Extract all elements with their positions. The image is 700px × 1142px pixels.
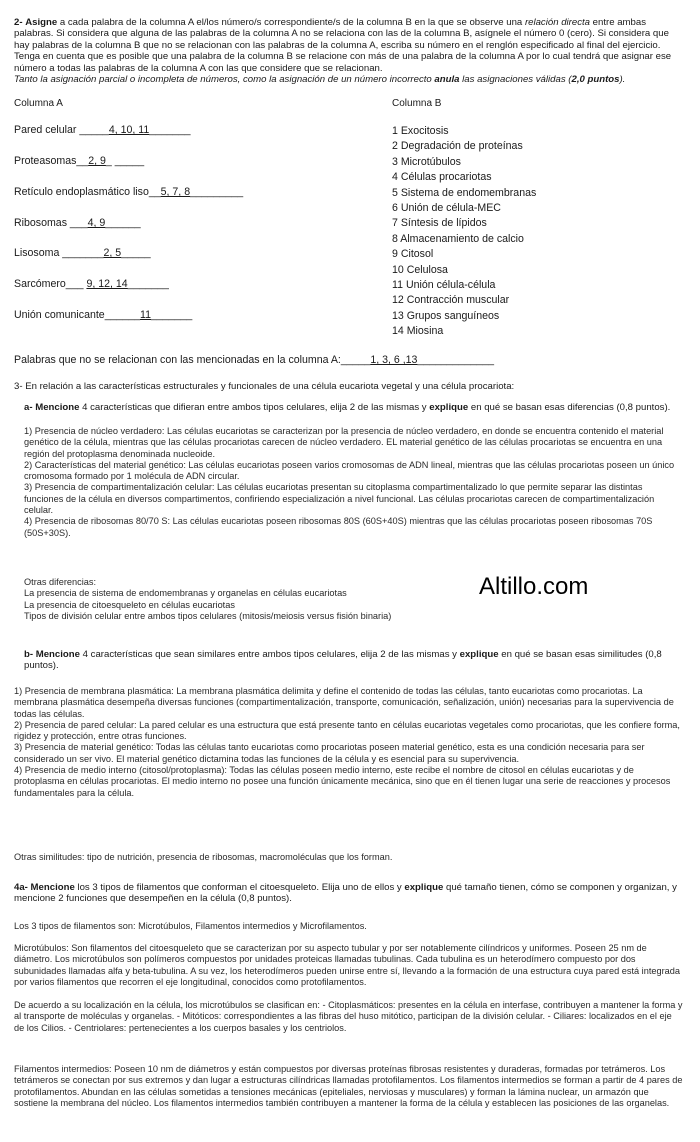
column-a-header: Columna A: [14, 98, 63, 109]
q3b-text-2: en qué se basan esas similitudes (0,8 puntos).: [24, 649, 662, 672]
column-a-tail: _______: [149, 124, 191, 136]
q2-note-3: ).: [619, 74, 626, 86]
q3b-other-similarities: Otras similitudes: tipo de nutrición, presencia de ribosomas, macromoléculas que los forman.: [14, 852, 393, 862]
q2-number: 2-: [14, 17, 23, 28]
q3a-text-1: 4 características que difieran entre ambos tipos celulares, elija 2 de las mismas y: [79, 402, 430, 413]
column-a-item: [14, 247, 344, 259]
q3a-other-item: Tipos de división celular entre ambos tipos celulares (mitosis/meiosis versus fisión binaria): [24, 610, 392, 621]
q3a-answer: 4) Presencia de ribosomas 80/70 S: Las células eucariotas poseen ribosomas 80S (60S+40S) mientras que las células procariotas poseen ribosomas 70S (50S+30S).: [24, 516, 653, 538]
q3a-answers: [24, 426, 684, 539]
column-b-item: 12 Contracción muscular: [392, 294, 510, 307]
q3a-other-item: La presencia de sistema de endomembranas y organelas en células eucariotas: [24, 588, 347, 599]
column-a-answer: 11: [140, 309, 152, 321]
column-a-answer: 4, 10, 11: [108, 124, 150, 136]
column-b-item: 10 Celulosa: [392, 263, 448, 276]
column-b-item: 9 Citosol: [392, 248, 434, 261]
column-a-item: [14, 278, 344, 290]
q4-microtubule-classification: De acuerdo a su localización en la célula, los microtúbulos se clasifican en: - Citoplasmáticos: presentes en la célula en interfase, contribuyen a mantener la forma y al transporte de moléculas y organelas. - Mitóticos: correspondientes a las fibras del huso mitótico, participan de la división celular. - Ciliares: localizados en el eje de los Cilios. - Centriolares: pertenecientes a los cuerpos basales y los centriolos.: [14, 1000, 683, 1033]
column-a-tail: ______: [105, 217, 141, 229]
column-b-list: [392, 124, 692, 340]
q3a-prompt: [24, 402, 679, 413]
column-a-label: Proteasomas__: [14, 155, 89, 167]
q3b-prompt: [24, 649, 679, 672]
q3a-answer: 3) Presencia de compartimentalización celular: Las células eucariotas presentan su citoplasma compartimentalizado lo que permite separar las distintas funciones de la célula en diversos compartimentos, confiriendo especialización a nivel funcional. Las células procariotas carecen de compartimentalización celular.: [24, 482, 655, 516]
q3b-keyword-explain: explique: [459, 649, 499, 660]
column-a-answer: 2, 9: [88, 155, 106, 167]
column-b-item: 7 Síntesis de lípidos: [392, 217, 487, 230]
column-a-label: Lisosoma _______: [14, 247, 104, 259]
q3a-other-title: Otras diferencias:: [24, 577, 96, 587]
column-b-item: 1 Exocitosis: [392, 125, 449, 137]
column-a-item: [14, 124, 344, 136]
q3a-text-2: en qué se basan esas diferencias (0,8 puntos).: [468, 402, 671, 413]
column-a-item: [14, 309, 344, 321]
q4-microtubules: Microtúbulos: Son filamentos del citoesqueleto que se caracterizan por su aspecto tubular y por ser notablemente cilíndricos y uniformes. Poseen 25 nm de diámetro. Los microtúbulos son polímeros compuestos por unidades proteicas llamadas tubulinas. Cada tubulina es un heterodímero compuesto por dos subunidades llamadas alfa y beta-tubulina. A su vez, los heterodímeros pueden unirse entre sí, llevando a la formación de una estructura cuya pared está integrada por varios filamentos que recorren el eje longitudinal, conocidos como protofilamentos.: [14, 943, 680, 987]
column-b-item: 8 Almacenamiento de calcio: [392, 232, 524, 245]
column-a-label: Ribosomas ___: [14, 217, 88, 229]
q3a-keyword-explain: explique: [429, 402, 469, 413]
column-a-item: [14, 155, 344, 167]
q2-instructions: [14, 17, 686, 85]
column-b-item: 3 Microtúbulos: [392, 155, 461, 168]
q3b-answers: [14, 686, 684, 799]
column-a-tail: _ _____: [105, 155, 145, 167]
column-b-item: 2 Degradación de proteínas: [392, 140, 523, 153]
q4-intermediate-filaments: Filamentos intermedios: Poseen 10 nm de diámetros y están compuestos por diversas proteínas fibrosas resistentes y duraderas, formadas por tetrámeros. Los tetrámeros se conectan por sus extremos y dan lugar a estructuras cilíndricas llamadas protofilamentos. Los filamentos intermedios se forman a partir de 4 pares de protofilamentos. Abundan en las células sometidas a tensiones mecánicas (epiteliales, nerviosas y musculares) y forman la lámina nuclear, un armazón que sostiene la membrana del núcleo. Los filamentos intermedios también contribuyen a mantener la forma de la célula y establecen las posiciones de las organelas.: [14, 1064, 683, 1108]
column-a-tail: _____: [121, 247, 151, 259]
q3a-keyword-mention: Mencione: [35, 402, 80, 413]
column-a-item: [14, 217, 344, 229]
column-a-tail: _______: [151, 309, 193, 321]
column-a-label: Sarcómero___: [14, 278, 87, 290]
q4-text-1: los 3 tipos de filamentos que conforman el citoesqueleto. Elija uno de ellos y: [74, 882, 405, 893]
q2-note-2: las asignaciones válidas (: [459, 74, 572, 86]
column-a-tail: _________: [190, 186, 244, 198]
column-a-answer: 5, 7, 8: [160, 186, 191, 198]
column-b-item: 4 Células procariotas: [392, 171, 492, 184]
column-a-answer: 2, 5: [103, 247, 122, 259]
q3a-label: a-: [24, 402, 33, 413]
q4-text-2: qué tamaño tienen, cómo se componen y organizan, y mencione 2 funciones que desempeñen en la célula (0,8 puntos).: [14, 882, 677, 905]
column-a-label: Unión comunicante______: [14, 309, 141, 321]
q4-filament-types: Los 3 tipos de filamentos son: Microtúbulos, Filamentos intermedios y Microfilamentos.: [14, 921, 367, 931]
q3b-answer: 1) Presencia de membrana plasmática: La membrana plasmática delimita y define el contenido de todas las células, tanto eucariotas como procariotas. La membrana plasmática desempeña diversas funciones (compartimentalización, transporte, comunicación, señalización, unión) necesarias para la supervivencia de todas las células.: [14, 686, 674, 719]
q4-keyword-explain: explique: [404, 882, 444, 893]
q3a-answer: 1) Presencia de núcleo verdadero: Las células eucariotas se caracterizan por la presencia de núcleo verdadero, en donde se encuentra contenido el material genético de la célula, mientras que las células procariotas carecen de núcleo verdadero. EL material genético de las células procariotas se encuentra en una región del protoplasma denominada nucleoide.: [24, 426, 664, 459]
q2-intro-1: a cada palabra de la columna A el/los número/s correspondiente/s de la columna B en la que se observe una: [57, 17, 525, 28]
q3-intro: 3- En relación a las características estructurales y funcionales de una célula eucariota vegetal y una célula procariota:: [14, 381, 515, 392]
q2-keyword: Asigne: [25, 17, 58, 28]
column-b-item: 11 Unión célula-célula: [392, 279, 496, 292]
q2-note-points: 2,0 puntos: [571, 74, 620, 86]
q2-intro-2: entre ambas palabras. Si considera que alguna de las palabras de la columna A no se relaciona con las de la columna B, asígnele el número 0 (cero). Si considera que hay palabras de la columna B que no se relacionan con las palabras de la columna A, escriba su número en el renglón especificado al final del ejercicio. Tenga en cuenta que es posible que una palabra de la columna B se relacione con más de una palabra de la columna A por lo cual tendrá que asignar ese número a todas las palabras de la columna A con las que considere que se relacionan.: [14, 17, 672, 74]
column-b-header: Columna B: [392, 98, 442, 109]
column-b-item: 13 Grupos sanguíneos: [392, 309, 500, 322]
column-a-answer: 9, 12, 14: [86, 278, 128, 290]
unrelated-answer: 1, 3, 6 ,13: [370, 354, 418, 366]
watermark-logo: Altillo.com: [479, 573, 589, 600]
column-b-item: 6 Unión de célula-MEC: [392, 202, 501, 215]
q3a-other-item: La presencia de citoesqueleto en células eucariotas: [24, 599, 235, 610]
unrelated-words-line: [14, 354, 694, 366]
column-a-item: [14, 186, 344, 198]
unrelated-tail: _____________: [417, 354, 495, 366]
q3b-keyword-mention: Mencione: [35, 649, 80, 660]
unrelated-label: Palabras que no se relacionan con las mencionadas en la columna A:_____: [14, 354, 371, 366]
q3b-answer: 4) Presencia de medio interno (citosol/protoplasma): Todas las células poseen medio interno, este recibe el nombre de citosol en células eucariotas y de protoplasma en células procariotas. El medio interno no posee una función únicamente mecánica, sino que en él tienen lugar una serie de reacciones y procesos fundamentales para la célula.: [14, 765, 671, 798]
column-a-label: Retículo endoplasmático liso__: [14, 186, 161, 198]
column-b-item: 14 Miosina: [392, 325, 444, 338]
column-a-tail: _______: [127, 278, 169, 290]
q3a-answer: 2) Características del material genético: Las células eucariotas poseen varios cromosomas de ADN lineal, mientras que las células procariotas poseen un único cromosoma formado por 1 molécula de ADN circular.: [24, 459, 675, 482]
q2-note-bold: anula: [434, 74, 460, 86]
q3b-text-1: 4 características que sean similares entre ambos tipos celulares, elija 2 de las mismas y: [79, 649, 460, 660]
q3b-answer: 2) Presencia de pared celular: La pared celular es una estructura que está presente tanto en células eucariotas vegetales como procariotas, que les confiere forma, rigidez y protección, entre otras funciones.: [14, 719, 680, 742]
q4-keyword-mention: Mencione: [30, 882, 75, 893]
q4-number: 4a-: [14, 882, 28, 893]
column-b-item: 5 Sistema de endomembranas: [392, 186, 537, 199]
q2-intro-italic: relación directa: [524, 17, 590, 28]
q3b-answer: 3) Presencia de material genético: Todas las células tanto eucariotas como procariotas poseen material genético, esta es una condición necesaria para ser considerado un ser vivo. El material genético dictamina todas las funciones de la célula y es esencial para su supervivencia.: [14, 742, 645, 764]
q2-note-1: Tanto la asignación parcial o incompleta de números, como la asignación de un número incorrecto: [14, 74, 435, 86]
column-a-answer: 4, 9: [87, 217, 106, 229]
column-a-label: Pared celular _____: [14, 124, 109, 136]
q3b-label: b-: [24, 649, 34, 660]
q4-prompt: [14, 882, 686, 905]
